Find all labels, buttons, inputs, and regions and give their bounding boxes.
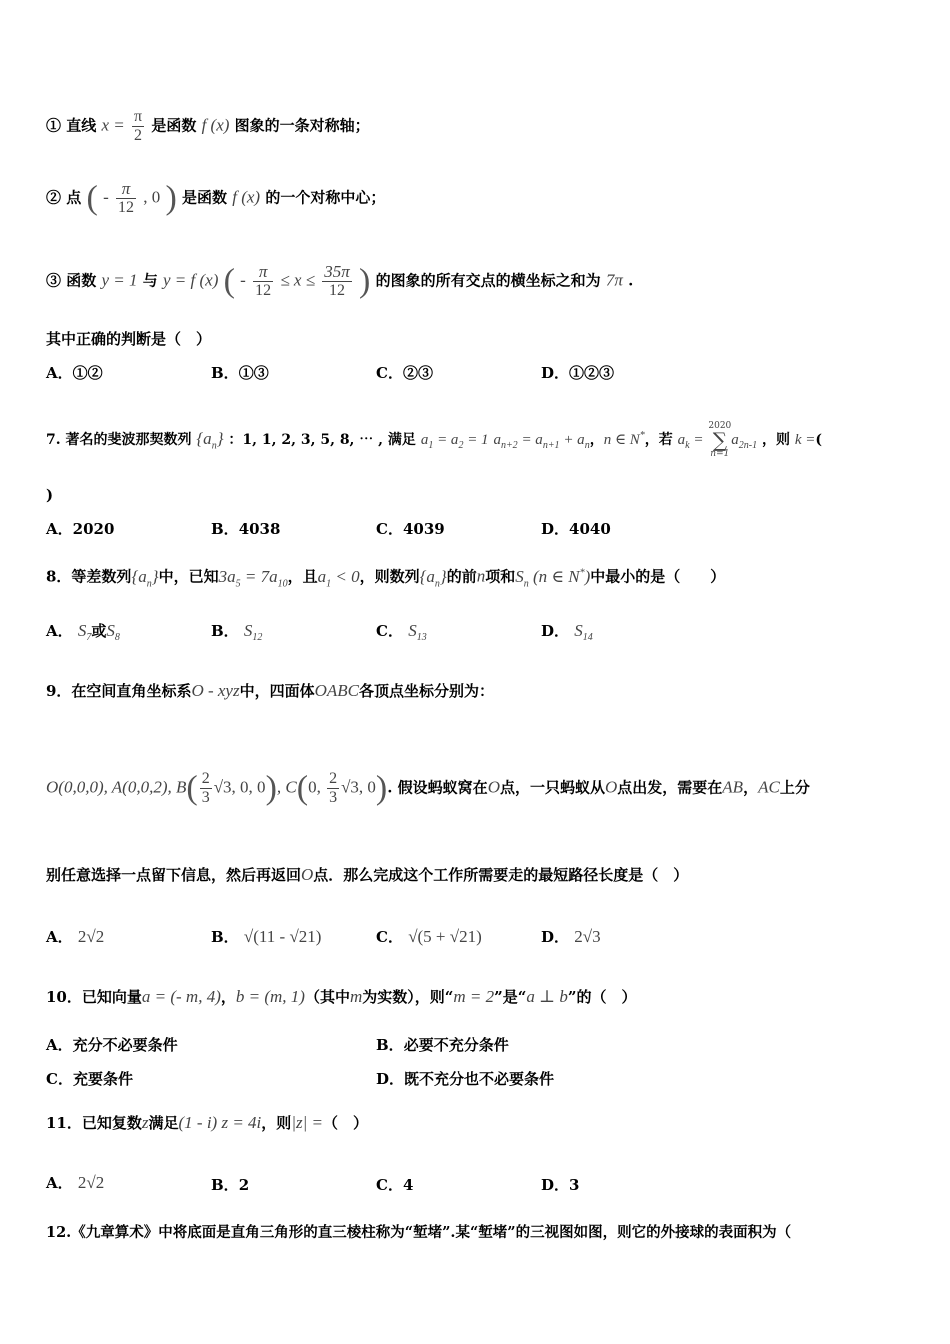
math: ≤ x ≤: [280, 270, 316, 290]
math: OABC: [314, 681, 360, 700]
text: 项和: [485, 567, 516, 586]
math: √(11 - √21): [243, 927, 322, 946]
math: a: [420, 432, 429, 448]
option-label: D．: [541, 520, 570, 538]
math: n: [146, 578, 152, 590]
option-text: ①②: [72, 364, 103, 382]
text: 11．已知复数: [46, 1114, 142, 1132]
math: y = f (x): [163, 270, 219, 290]
math: 2√3: [574, 927, 601, 946]
math: O(0,0,0), A(0,0,2), B: [46, 777, 187, 797]
math: [493, 432, 590, 451]
math: AC: [758, 777, 780, 797]
math: ): [584, 566, 591, 586]
option-text: 充分不必要条件: [72, 1036, 178, 1054]
option-label: B．: [211, 520, 239, 538]
text: 满足: [148, 1114, 179, 1132]
option-label: D．: [541, 1176, 570, 1194]
math: }: [439, 566, 447, 586]
option-c[interactable]: [46, 1068, 133, 1090]
option-text: 4: [402, 1176, 414, 1194]
option-text: 2: [238, 1176, 250, 1194]
option-label: A．: [46, 1174, 73, 1192]
text: 别任意选择一点留下信息，然后再返回: [46, 866, 302, 884]
text: ，若: [644, 432, 673, 448]
fraction: [253, 263, 273, 300]
text: 为实数），则“: [362, 988, 454, 1006]
math: n+1: [542, 440, 560, 451]
math: |z| =: [291, 1113, 323, 1132]
math: }: [151, 566, 159, 586]
paren: (: [296, 769, 309, 807]
math: a ⊥ b: [526, 987, 568, 1006]
math: 2√2: [77, 927, 105, 946]
math: √3, 0: [341, 777, 376, 797]
math: (1 - i) z = 4i: [178, 1113, 262, 1132]
math: }: [216, 429, 224, 448]
option-a[interactable]: [46, 362, 103, 384]
option-text: 3: [569, 1176, 580, 1194]
math: S: [408, 621, 417, 640]
option-text: 4040: [569, 520, 611, 538]
q6-stem: 其中正确的判断是（ ）: [46, 330, 212, 348]
frac-num: 2: [201, 770, 210, 787]
option-label: B．: [211, 364, 239, 382]
math: n: [523, 578, 529, 590]
math: [515, 566, 591, 590]
math: 7: [86, 632, 92, 643]
option-label: A．: [46, 622, 73, 640]
math: a: [493, 432, 501, 448]
text: 中，四面体: [239, 682, 315, 700]
text: 是函数: [151, 116, 197, 135]
math: n: [211, 440, 217, 452]
math: =: [689, 432, 704, 448]
option-c[interactable]: [376, 1174, 413, 1196]
option-b[interactable]: [376, 1034, 509, 1056]
marker: ③: [46, 271, 62, 290]
fraction: [132, 108, 144, 145]
option-label: C．: [376, 622, 403, 640]
frac-den: 2: [134, 127, 143, 144]
math: n+2: [500, 440, 518, 451]
text: .: [628, 271, 634, 290]
frac-den: 3: [329, 789, 338, 806]
option-label: C．: [376, 520, 403, 538]
frac-den: 3: [201, 789, 210, 806]
option-a[interactable]: [46, 1172, 104, 1194]
math: [317, 566, 360, 590]
fraction: [200, 770, 212, 807]
option-label: D．: [376, 1070, 405, 1088]
option-a[interactable]: [46, 926, 104, 948]
option-text: 充要条件: [72, 1070, 133, 1088]
option-text: 或: [91, 622, 107, 640]
math: {a: [419, 566, 435, 586]
q9-stem-cont: [46, 864, 910, 886]
math: = 7a: [240, 566, 278, 586]
math: y = 1: [101, 270, 138, 290]
text: （ ）: [323, 1114, 369, 1132]
option-label: C．: [376, 364, 403, 382]
math: [420, 432, 489, 451]
math: [677, 432, 704, 451]
text: 各顶点坐标分别为：: [359, 682, 495, 700]
frac-den: 12: [117, 199, 134, 216]
option-text: 4039: [402, 520, 445, 538]
marker: ①: [46, 116, 62, 135]
paren: (: [86, 179, 98, 217]
text: 与: [142, 271, 158, 290]
paren: (: [223, 262, 235, 300]
math: 0,: [308, 777, 326, 797]
text: 的一个对称中心；: [265, 188, 386, 207]
option-d[interactable]: [541, 362, 614, 384]
option-text: 4038: [238, 520, 281, 538]
text: ，则数列: [359, 567, 420, 586]
math: = a: [433, 432, 459, 448]
option-label: B．: [376, 1036, 404, 1054]
text: 中，已知: [158, 567, 219, 586]
math: S: [106, 621, 115, 640]
math: 1: [326, 578, 332, 590]
math: O - xyz: [191, 681, 240, 700]
option-d[interactable]: [376, 1068, 554, 1090]
option-b[interactable]: [211, 620, 262, 649]
fraction: [322, 263, 352, 300]
math: √3, 0, 0: [213, 777, 266, 797]
option-label: C．: [376, 1176, 403, 1194]
text: 点出发，需要在: [617, 778, 723, 797]
math: n: [584, 440, 590, 451]
paren: ): [375, 769, 388, 807]
text: 7. 著名的斐波那契数列: [46, 432, 192, 448]
option-label: B．: [211, 928, 239, 946]
math: , 0: [143, 187, 161, 207]
math: S: [243, 621, 253, 640]
math: = 1: [463, 432, 489, 448]
option-b[interactable]: [211, 518, 280, 540]
text: ，: [589, 432, 604, 448]
math: = a: [517, 432, 543, 448]
math: S: [515, 566, 524, 586]
math: {a: [196, 429, 212, 448]
text: ：1, 1, 2, 3, 5, 8, ⋯ , 满足: [228, 432, 416, 448]
marker: ②: [46, 188, 62, 207]
text: (: [815, 432, 823, 448]
math: x =: [101, 115, 125, 135]
option-label: B．: [211, 622, 239, 640]
math: S: [574, 621, 583, 640]
math: f (x): [201, 115, 230, 135]
option-label: D．: [541, 928, 570, 946]
statement-3: [46, 263, 910, 300]
option-d[interactable]: [541, 620, 593, 649]
text: ，: [220, 988, 236, 1006]
q7-close: ): [46, 486, 54, 504]
math: 8: [114, 632, 120, 643]
text: . 假设蚂蚁窝在: [387, 778, 488, 797]
option-b[interactable]: [211, 926, 321, 948]
option-label: A．: [46, 928, 73, 946]
math: m: [349, 987, 363, 1006]
option-c[interactable]: [376, 620, 427, 649]
frac-den: 12: [329, 282, 346, 299]
q12-stem: 12.《九章算术》中将底面是直角三角形的直三棱柱称为“堑堵”.某“堑堵”的三视图如图，则它的外接球的表面积为（: [46, 1224, 792, 1241]
math: 2020: [708, 421, 732, 431]
option-c[interactable]: [376, 518, 445, 540]
math: a: [317, 566, 327, 586]
math: a = (- m, 4): [141, 987, 221, 1006]
math: -: [240, 270, 246, 290]
option-text: ②③: [402, 364, 433, 382]
math: 5: [235, 578, 241, 590]
math: n: [476, 566, 486, 586]
frac-num: π: [253, 263, 273, 282]
math: 2√2: [77, 1173, 105, 1192]
math: 2n-1: [738, 440, 758, 451]
math: n=1: [710, 449, 730, 459]
paren: (: [186, 769, 198, 807]
fraction: [116, 180, 136, 217]
q9-stem: [46, 680, 910, 702]
math: a: [677, 432, 686, 448]
option-text: 2020: [72, 520, 115, 538]
text: 9．在空间直角坐标系: [46, 682, 192, 700]
q8-stem: [46, 562, 910, 595]
option-b[interactable]: [211, 362, 269, 384]
math: n ∈ N: [603, 432, 640, 448]
math: O: [487, 777, 500, 797]
q9-coordinates: [46, 770, 930, 807]
math: 3a: [218, 566, 236, 586]
option-d[interactable]: [541, 1174, 579, 1196]
frac-num: 2: [329, 770, 338, 787]
text: ，且: [287, 567, 318, 586]
text: 的图象的所有交点的横坐标之和为: [375, 271, 601, 290]
option-label: A．: [46, 1036, 73, 1054]
text: （其中: [304, 988, 350, 1006]
math: [731, 432, 758, 451]
math: [196, 429, 224, 452]
frac-num: 35π: [324, 262, 350, 281]
math: AB: [722, 777, 744, 797]
text: 8．等差数列: [46, 567, 132, 586]
math: 14: [582, 632, 593, 643]
option-label: A．: [46, 520, 73, 538]
text: 点，一只蚂蚁从: [499, 778, 605, 797]
sum-symbol: [708, 421, 731, 459]
option-a[interactable]: [46, 518, 114, 540]
paren: ): [265, 769, 277, 807]
option-label: C．: [46, 1070, 73, 1088]
math: z: [141, 1113, 149, 1132]
fraction: [327, 770, 339, 807]
option-label: C．: [376, 928, 403, 946]
option-d[interactable]: [541, 518, 611, 540]
frac-num: π: [116, 180, 136, 199]
math: n: [434, 578, 440, 590]
math: f (x): [232, 187, 261, 207]
text: 函数: [66, 271, 97, 290]
math: {a: [131, 566, 147, 586]
math: 12: [252, 632, 263, 643]
q11-stem: [46, 1112, 910, 1134]
math: [131, 566, 159, 590]
q10-stem: [46, 986, 910, 1008]
option-a[interactable]: [46, 620, 120, 649]
text: 点: [66, 188, 82, 207]
option-text: 既不充分也不必要条件: [404, 1070, 555, 1088]
text: ，: [743, 778, 759, 797]
text: 图象的一条对称轴；: [234, 116, 370, 135]
text: 是函数: [182, 188, 228, 207]
math: k =: [794, 432, 816, 448]
math: [604, 432, 645, 448]
option-c[interactable]: [376, 362, 433, 384]
text: 上分: [779, 778, 810, 797]
statement-2: [46, 180, 910, 217]
math: + a: [559, 432, 585, 448]
math: ∑: [712, 428, 727, 452]
statement-1: [46, 108, 910, 145]
text: 直线: [66, 116, 97, 135]
math: -: [103, 187, 109, 207]
option-a[interactable]: [46, 1034, 178, 1056]
option-label: D．: [541, 364, 570, 382]
math: 13: [416, 632, 427, 643]
math: *: [579, 567, 585, 578]
math: √(5 + √21): [408, 927, 482, 946]
option-text: ①③: [238, 364, 269, 382]
text: 中最小的是（ ）: [590, 567, 726, 586]
math: 1: [428, 440, 434, 451]
math: m = 2: [453, 987, 495, 1006]
math: (n ∈ N: [528, 566, 580, 586]
option-text: 必要不充分条件: [403, 1036, 509, 1054]
paren: ): [165, 179, 177, 217]
frac-num: π: [134, 108, 143, 125]
math: [218, 566, 288, 590]
math: [419, 566, 447, 590]
option-label: A．: [46, 364, 73, 382]
math: O: [301, 865, 314, 884]
text: ，则: [762, 432, 790, 448]
math: S: [77, 621, 87, 640]
option-b[interactable]: [211, 1174, 249, 1196]
text: 10．已知向量: [46, 988, 142, 1006]
math: , C: [276, 777, 297, 797]
option-label: D．: [541, 622, 570, 640]
text: ，则: [261, 1114, 292, 1132]
math: *: [639, 430, 645, 441]
option-c[interactable]: [376, 926, 482, 948]
text: ”是“: [494, 988, 527, 1006]
option-d[interactable]: [541, 926, 601, 948]
text: ”的（ ）: [567, 988, 637, 1006]
math: k: [685, 440, 690, 451]
math: a: [731, 432, 739, 448]
option-text: ①②③: [569, 364, 615, 382]
paren: ): [359, 262, 371, 300]
frac-den: 12: [255, 282, 272, 299]
math: O: [604, 777, 618, 797]
math: 10: [277, 578, 288, 590]
text: 点．那么完成这个工作所需要走的最短路径长度是（ ）: [313, 866, 689, 884]
text: 的前: [446, 567, 477, 586]
math: 2: [458, 440, 464, 451]
option-label: B．: [211, 1176, 239, 1194]
q7-stem: [46, 421, 910, 459]
math: b = (m, 1): [235, 987, 305, 1006]
math: < 0: [331, 566, 360, 586]
math: 7π: [605, 270, 623, 290]
